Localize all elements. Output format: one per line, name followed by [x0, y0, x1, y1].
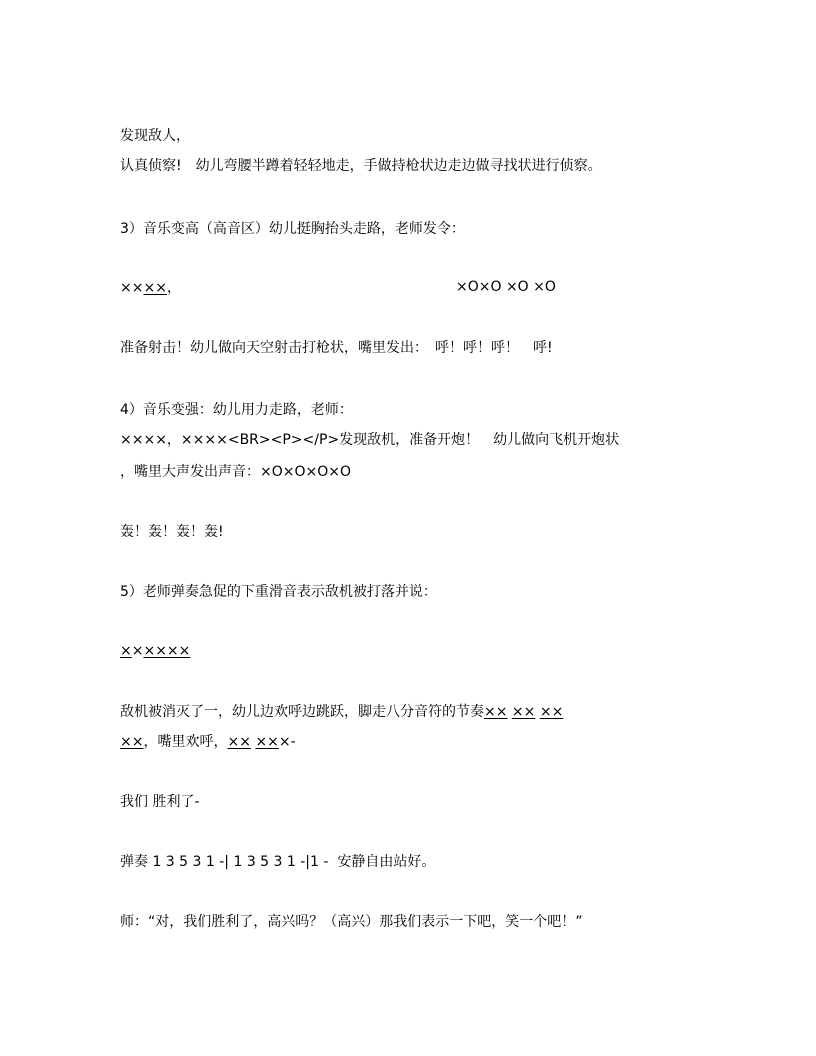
text: 敌机被消灭了一，幼儿边欢呼边跳跃，脚走八分音符的节奏	[120, 704, 484, 720]
notation-underlined: ××	[120, 734, 144, 750]
notation-underlined: ×	[120, 643, 132, 659]
text-line-1: 发现敌人，	[120, 128, 190, 144]
notation-underlined: ××××	[143, 643, 191, 659]
text-line-11	[120, 642, 190, 660]
text-line-3: 3）音乐变高（高音区）幼儿挺胸抬头走路，老师发令：	[120, 221, 465, 237]
notation: ×-	[278, 734, 296, 750]
text-line-10: 5）老师弹奏急促的下重滑音表示敌机被打落并说：	[120, 584, 437, 600]
text-line-6: 4）音乐变强：幼儿用力走路，老师：	[120, 402, 353, 418]
notation: ×	[131, 643, 144, 659]
text-line-4	[120, 279, 181, 297]
notation-underlined: ××	[227, 734, 251, 750]
notation: ××	[120, 280, 144, 296]
notation-underlined: ××	[255, 734, 279, 750]
notation: ，	[166, 280, 181, 296]
notation-underlined: ××	[511, 704, 536, 720]
text-line-12	[120, 703, 563, 721]
text-line-15: 弹奏 1 3 5 3 1 -| 1 3 5 3 1 -|1 - 安静自由站好。	[120, 854, 436, 870]
notation-underlined: ××	[539, 704, 564, 720]
text-line-14: 我们 胜利了-	[120, 794, 200, 810]
text-line-5: 准备射击！幼儿做向天空射击打枪状，嘴里发出： 呼！呼！呼！ 呼!	[120, 340, 553, 356]
notation-right: ×O×O ×O ×O	[456, 279, 556, 295]
text-line-2: 认真侦察! 幼儿弯腰半蹲着轻轻地走，手做持枪状边走边做寻找状进行侦察。	[120, 158, 602, 174]
notation-underlined: ××	[484, 704, 508, 720]
text-line-9: 轰！轰！轰！轰!	[120, 524, 224, 540]
text-line-16: 师：“对，我们胜利了，高兴吗？（高兴）那我们表示一下吧，笑一个吧！”	[120, 914, 583, 930]
notation-underlined: ××	[143, 280, 167, 296]
text: ，嘴里欢呼，	[143, 734, 228, 750]
text-line-13	[120, 733, 296, 751]
text-line-8: ，嘴里大声发出声音：×O×O×O×O	[120, 464, 351, 480]
text-line-7: ××××，××××<BR><P></P>发现敌机，准备开炮！ 幼儿做向飞机开炮状	[120, 432, 620, 448]
